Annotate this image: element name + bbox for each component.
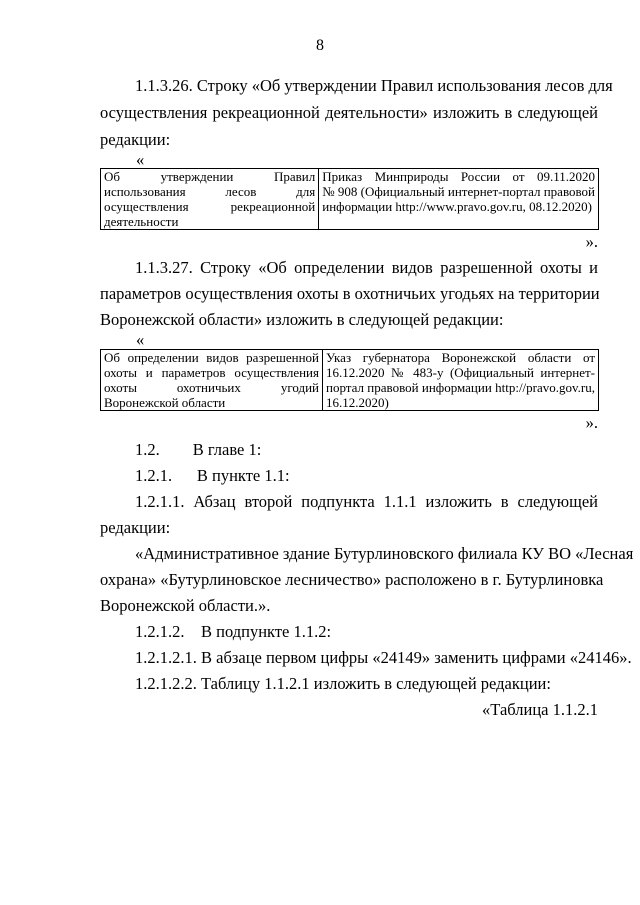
page-number: 8 [316,37,324,54]
cell-line: использования лесов для [104,184,316,199]
cell-line: 16.12.2020 № 483-у (Официальный интернет- [326,365,595,380]
cell-line: № 908 (Официальный интернет-портал правовой [322,184,595,199]
paragraph-line: 1.2.1. В пункте 1.1: [135,466,290,485]
cell-line: информации http://www.pravo.gov.ru, 08.12.2020) [322,199,592,214]
table-row [101,169,599,230]
close-quote: ». [585,413,598,432]
paragraph-line: параметров осуществления охоты в охотничьих угодьях на территории [100,284,600,303]
paragraph-line: редакции: [100,518,171,537]
close-quote: ». [585,232,598,251]
cell-line: Приказ Минприроды России от 09.11.2020 [322,169,595,184]
paragraph-line: 1.2. В главе 1: [135,440,262,459]
quoted-paragraph-line: «Административное здание Бутурлиновского филиала КУ ВО «Лесная [135,544,634,563]
quoted-paragraph-line: охрана» «Бутурлиновское лесничество» расположено в г. Бутурлиновка [100,570,604,589]
cell-line: Об определении видов разрешенной [104,350,319,365]
table-hunting-regulation [100,349,599,411]
table-cell-title [101,350,323,411]
cell-line: портал правовой информации http://pravo.gov.ru, [326,380,595,395]
open-quote: « [136,330,145,349]
table-label: «Таблица 1.1.2.1 [482,700,598,719]
paragraph-line: 1.2.1.2.2. Таблицу 1.1.2.1 изложить в следующей редакции: [135,674,551,693]
paragraph-line: осуществления рекреационной деятельности» изложить в следующей [100,103,598,122]
paragraph-line: 1.2.1.2. В подпункте 1.1.2: [135,622,332,641]
paragraph-line: 1.2.1.2.1. В абзаце первом цифры «24149» заменить цифрами «24146». [135,648,632,667]
table-hunting-forest [100,168,599,230]
cell-line: Об утверждении Правил [104,169,316,184]
cell-line: деятельности [104,214,179,229]
paragraph-line: Воронежской области» изложить в следующей редакции: [100,310,504,329]
table-row [101,350,599,411]
paragraph-line: 1.1.3.26. Строку «Об утверждении Правил использования лесов для [135,76,613,95]
table-cell-source [323,350,599,411]
paragraph-line: редакции: [100,130,171,149]
table-cell-source [319,169,599,230]
open-quote: « [136,150,145,169]
table-cell-title [101,169,319,230]
quoted-paragraph-line: Воронежской области.». [100,596,271,615]
paragraph-line: 1.1.3.27. Строку «Об определении видов разрешенной охоты и [135,258,598,277]
cell-line: Воронежской области [104,395,226,410]
cell-line: охоты охотничьих угодий [104,380,319,395]
cell-line: Указ губернатора Воронежской области от [326,350,595,365]
cell-line: охоты и параметров осуществления [104,365,319,380]
cell-line: 16.12.2020) [326,395,389,410]
paragraph-line: 1.2.1.1. Абзац второй подпункта 1.1.1 изложить в следующей [135,492,598,511]
cell-line: осуществления рекреационной [104,199,316,214]
